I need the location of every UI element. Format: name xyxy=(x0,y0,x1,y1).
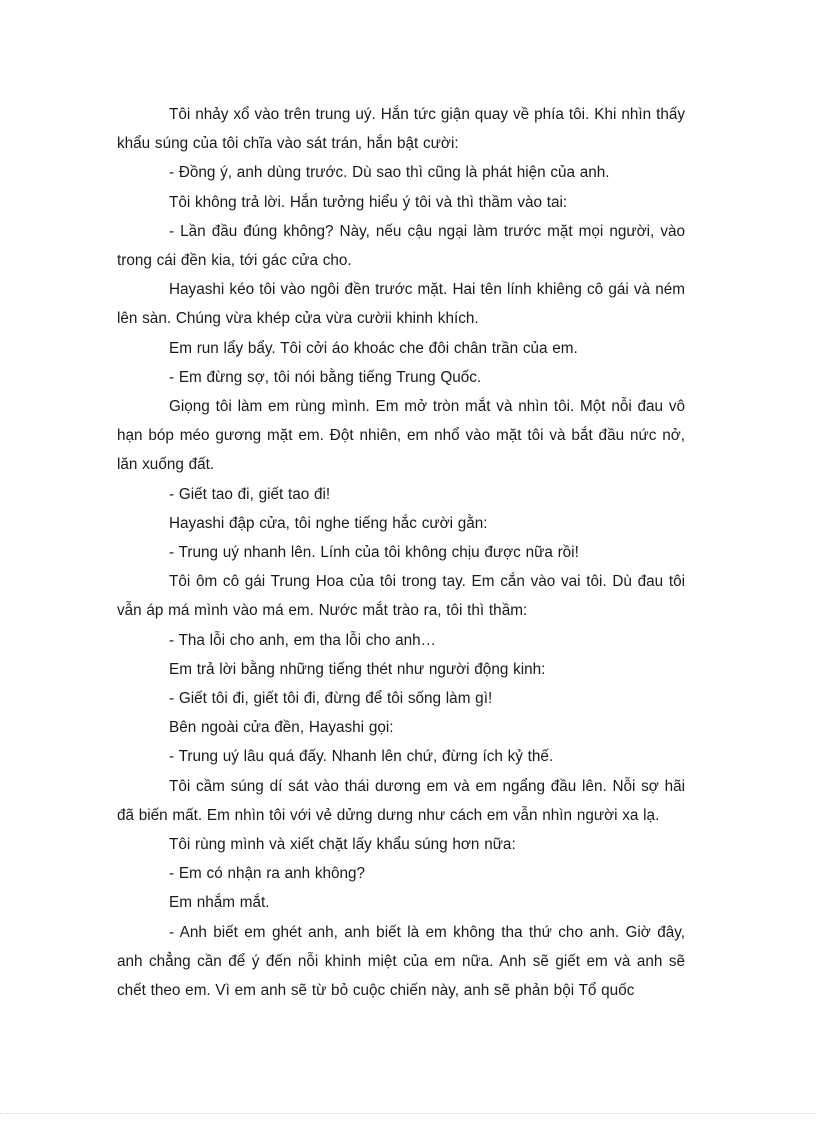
paragraph: Em nhắm mắt. xyxy=(169,894,270,912)
paragraph: Bên ngoài cửa đền, Hayashi gọi: xyxy=(169,719,394,737)
paragraph: - Giết tao đi, giết tao đi! xyxy=(169,485,331,503)
paragraph: - Anh biết em ghét anh, anh biết là em không tha thứ cho anh. Giờ đây, anh chẳng cần để ý đến nỗi khinh miệt của em nữa. Anh sẽ giết em và anh sẽ chết theo em. Vì em anh sẽ từ bỏ cuộc chiến này, anh sẽ phản bội Tổ quốc xyxy=(117,923,685,1000)
paragraph: Hayashi kéo tôi vào ngôi đền trước mặt. Hai tên lính khiêng cô gái và ném lên sàn. Chúng vừa khép cửa vừa cườii khinh khích. xyxy=(117,281,685,328)
paragraph: - Tha lỗi cho anh, em tha lỗi cho anh… xyxy=(169,631,436,649)
paragraph: Tôi ôm cô gái Trung Hoa của tôi trong tay. Em cắn vào vai tôi. Dù đau tôi vẫn áp má mình vào má em. Nước mắt trào ra, tôi thì thầm: xyxy=(117,573,685,620)
page-bottom-border xyxy=(0,1113,816,1114)
paragraph: - Em đừng sợ, tôi nói bằng tiếng Trung Quốc. xyxy=(169,368,482,386)
paragraph: Giọng tôi làm em rùng mình. Em mở tròn mắt và nhìn tôi. Một nỗi đau vô hạn bóp méo gương mặt em. Đột nhiên, em nhổ vào mặt tôi và bắt đầu nức nở, lăn xuống đất. xyxy=(117,398,685,474)
paragraph: Em trả lời bằng những tiếng thét như người động kinh: xyxy=(169,660,546,678)
paragraph: - Giết tôi đi, giết tôi đi, đừng để tôi sống làm gì! xyxy=(169,690,493,708)
text-body xyxy=(117,100,685,1005)
paragraph: Tôi nhảy xổ vào trên trung uý. Hắn tức giận quay về phía tôi. Khi nhìn thấy khẩu súng của tôi chĩa vào sát trán, hắn bật cười: xyxy=(117,106,685,153)
paragraph: Tôi rùng mình và xiết chặt lấy khẩu súng hơn nữa: xyxy=(169,836,516,854)
paragraph: - Em có nhận ra anh không? xyxy=(169,865,366,883)
paragraph: Tôi cầm súng dí sát vào thái dương em và em ngẩng đầu lên. Nỗi sợ hãi đã biến mất. Em nhìn tôi với vẻ dửng dưng như cách em vẫn nhìn người xa lạ. xyxy=(117,777,685,824)
paragraph: Em run lẩy bẩy. Tôi cởi áo khoác che đôi chân trần của em. xyxy=(169,339,578,357)
paragraph: - Trung uý nhanh lên. Lính của tôi không chịu được nữa rồi! xyxy=(169,544,579,562)
paragraph: Hayashi đập cửa, tôi nghe tiếng hắc cười gằn: xyxy=(169,514,488,532)
paragraph: - Lần đầu đúng không? Này, nếu cậu ngại làm trước mặt mọi người, vào trong cái đền kia, tới gác cửa cho. xyxy=(117,222,685,270)
paragraph: Tôi không trả lời. Hắn tưởng hiểu ý tôi và thì thầm vào tai: xyxy=(169,193,568,211)
paragraph: - Trung uý lâu quá đấy. Nhanh lên chứ, đừng ích kỷ thế. xyxy=(169,748,554,766)
paragraph: - Đồng ý, anh dùng trước. Dù sao thì cũng là phát hiện của anh. xyxy=(169,164,610,182)
